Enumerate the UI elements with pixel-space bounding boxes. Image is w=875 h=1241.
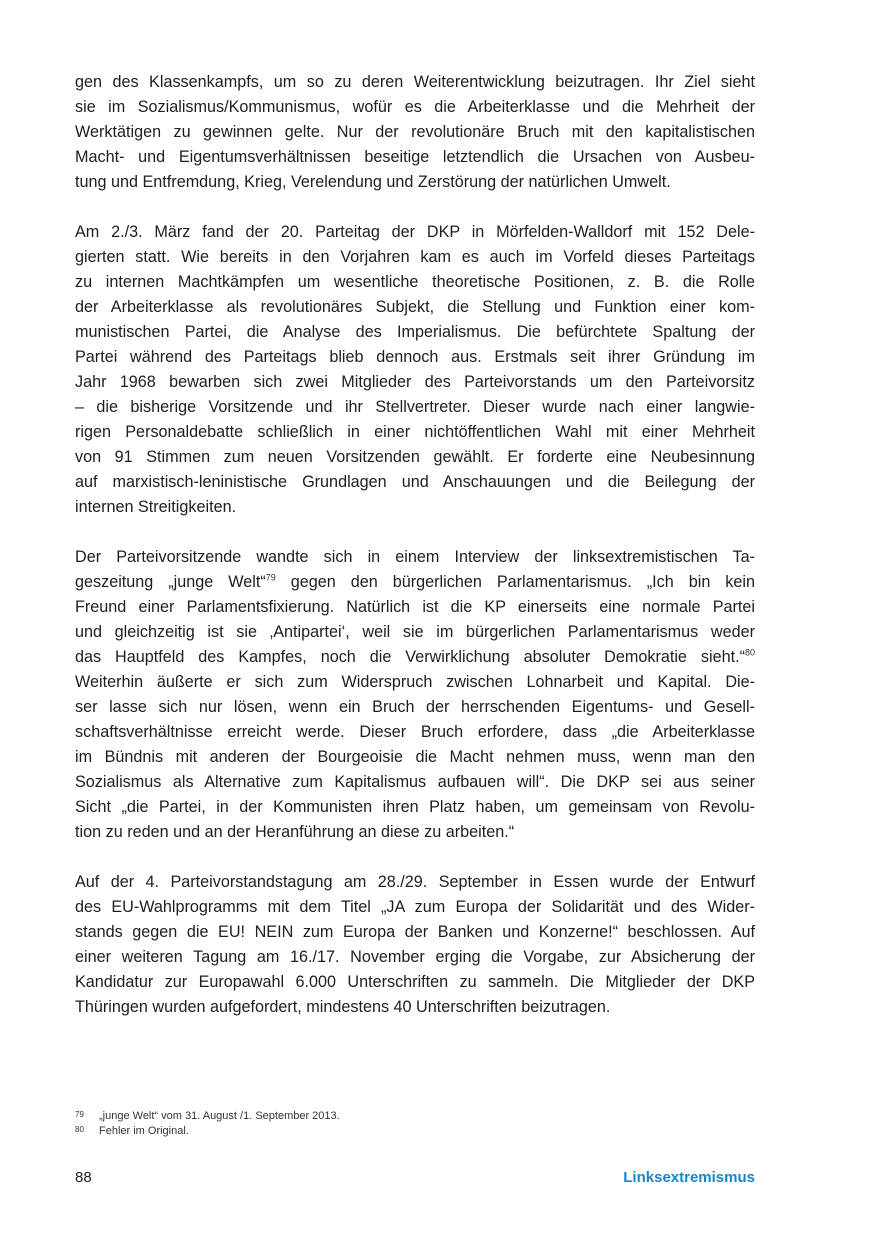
text-line bbox=[75, 820, 755, 845]
text-line bbox=[75, 170, 755, 195]
text-line bbox=[75, 720, 755, 745]
running-title: Linksextremismus bbox=[623, 1169, 755, 1186]
text-line bbox=[75, 795, 755, 820]
page-number: 88 bbox=[75, 1169, 92, 1186]
footnote-reference[interactable]: 79 bbox=[265, 572, 276, 583]
line-text: Weiterhin äußerte er sich zum Widerspruch zwischen Lohnarbeit und Kapital. Die- bbox=[75, 673, 755, 691]
line-text: der Arbeiterklasse als revolutionäres Subjekt, die Stellung und Funktion einer kom- bbox=[75, 298, 755, 316]
text-line bbox=[75, 220, 755, 245]
text-line bbox=[75, 320, 755, 345]
line-text: Kandidatur zur Europawahl 6.000 Unterschriften zu sammeln. Die Mitglieder der DKP bbox=[75, 973, 755, 991]
line-text: stands gegen die EU! NEIN zum Europa der Banken und Konzerne!“ beschlossen. Auf bbox=[75, 923, 755, 941]
footnotes bbox=[75, 1109, 575, 1139]
text-line bbox=[75, 770, 755, 795]
line-text: schaftsverhältnisse erreicht werde. Dieser Bruch erfordere, dass „die Arbeiterklasse bbox=[75, 723, 755, 741]
line-text: Sozialismus als Alternative zum Kapitalismus aufbauen will“. Die DKP sei aus seiner bbox=[75, 773, 755, 791]
line-text: Freund einer Parlamentsfixierung. Natürlich ist die KP einerseits eine normale Partei bbox=[75, 598, 755, 616]
line-text: im Bündnis mit anderen der Bourgeoisie die Macht nehmen muss, wenn man den bbox=[75, 748, 755, 766]
text-line bbox=[75, 595, 755, 620]
line-text: Werktätigen zu gewinnen gelte. Nur der revolutionäre Bruch mit den kapitalistischen bbox=[75, 123, 755, 141]
line-text: Auf der 4. Parteivorstandstagung am 28./29. September in Essen wurde der Entwurf bbox=[75, 873, 755, 891]
text-line bbox=[75, 420, 755, 445]
line-text: ser lasse sich nur lösen, wenn ein Bruch der herrschenden Eigentums- und Gesell- bbox=[75, 698, 755, 716]
text-line bbox=[75, 570, 755, 595]
footnote-number: 80 bbox=[75, 1125, 84, 1134]
text-line bbox=[75, 495, 755, 520]
text-line bbox=[75, 370, 755, 395]
text-line bbox=[75, 670, 755, 695]
paragraph-3 bbox=[75, 545, 755, 845]
line-text: Macht- und Eigentumsverhältnissen beseitige letztendlich die Ursachen von Ausbeu- bbox=[75, 148, 755, 166]
line-text: Thüringen wurden aufgefordert, mindestens 40 Unterschriften beizutragen. bbox=[75, 998, 611, 1016]
line-text: Partei während des Parteitags blieb dennoch aus. Erstmals seit ihrer Gründung im bbox=[75, 348, 755, 366]
paragraph-2 bbox=[75, 220, 755, 520]
line-text: des EU-Wahlprogramms mit dem Titel „JA zum Europa der Solidarität und des Wider- bbox=[75, 898, 755, 916]
line-text: tion zu reden und an der Heranführung an diese zu arbeiten.“ bbox=[75, 823, 515, 841]
text-line bbox=[75, 970, 755, 995]
text-line bbox=[75, 345, 755, 370]
text-line bbox=[75, 870, 755, 895]
line-text: gen des Klassenkampfs, um so zu deren Weiterentwicklung beizutragen. Ihr Ziel sieht bbox=[75, 73, 755, 91]
line-text: tung und Entfremdung, Krieg, Verelendung und Zerstörung der natürlichen Umwelt. bbox=[75, 173, 671, 191]
text-line bbox=[75, 745, 755, 770]
line-text: sie im Sozialismus/Kommunismus, wofür es die Arbeiterklasse und die Mehrheit der bbox=[75, 98, 755, 116]
line-text: Der Parteivorsitzende wandte sich in einem Interview der linksextremistischen Ta- bbox=[75, 548, 755, 566]
line-text: – die bisherige Vorsitzende und ihr Stellvertreter. Dieser wurde nach einer langwie- bbox=[75, 398, 755, 416]
paragraph-4 bbox=[75, 870, 755, 1020]
footnote-number: 79 bbox=[75, 1110, 84, 1119]
footnote bbox=[75, 1124, 575, 1139]
text-line bbox=[75, 445, 755, 470]
text-line bbox=[75, 270, 755, 295]
line-text: einer weiteren Tagung am 16./17. November erging die Vorgabe, zur Absicherung der bbox=[75, 948, 755, 966]
footnote-reference[interactable]: 80 bbox=[744, 647, 755, 658]
line-text: Jahr 1968 bewarben sich zwei Mitglieder des Parteivorstands um den Parteivorsitz bbox=[75, 373, 755, 391]
line-text: Sicht „die Partei, in der Kommunisten ihren Platz haben, um gemeinsam von Revolu- bbox=[75, 798, 755, 816]
line-text: internen Streitigkeiten. bbox=[75, 498, 237, 516]
line-text: von 91 Stimmen zum neuen Vorsitzenden gewählt. Er forderte eine Neubesinnung bbox=[75, 448, 755, 466]
line-text: geszeitung „junge Welt“ bbox=[75, 573, 266, 591]
text-line bbox=[75, 145, 755, 170]
line-text: gierten statt. Wie bereits in den Vorjahren kam es auch im Vorfeld dieses Parteitags bbox=[75, 248, 755, 266]
text-line bbox=[75, 295, 755, 320]
line-text: munistischen Partei, die Analyse des Imperialismus. Die befürchtete Spaltung der bbox=[75, 323, 755, 341]
text-line bbox=[75, 620, 755, 645]
footnote-text: Fehler im Original. bbox=[99, 1125, 189, 1137]
line-text: gegen den bürgerlichen Parlamentarismus. „Ich bin kein bbox=[275, 573, 756, 591]
footnote bbox=[75, 1109, 575, 1124]
line-text: Am 2./3. März fand der 20. Parteitag der DKP in Mörfelden-Walldorf mit 152 Dele- bbox=[75, 223, 755, 241]
line-text: das Hauptfeld des Kampfes, noch die Verwirklichung absoluter Demokratie sieht.“ bbox=[75, 648, 745, 666]
paragraph-1 bbox=[75, 70, 755, 195]
text-line bbox=[75, 945, 755, 970]
text-line bbox=[75, 545, 755, 570]
footnote-text: „junge Welt“ vom 31. August /1. September 2013. bbox=[99, 1110, 340, 1122]
text-line bbox=[75, 995, 755, 1020]
text-line bbox=[75, 920, 755, 945]
text-line bbox=[75, 70, 755, 95]
text-line bbox=[75, 95, 755, 120]
text-line bbox=[75, 895, 755, 920]
text-line bbox=[75, 695, 755, 720]
line-text: rigen Personaldebatte schließlich in einer nichtöffentlichen Wahl mit einer Mehrheit bbox=[75, 423, 755, 441]
text-line bbox=[75, 395, 755, 420]
text-line bbox=[75, 645, 755, 670]
text-line bbox=[75, 120, 755, 145]
line-text: auf marxistisch-leninistische Grundlagen und Anschauungen und die Beilegung der bbox=[75, 473, 755, 491]
text-line bbox=[75, 470, 755, 495]
text-line bbox=[75, 245, 755, 270]
line-text: und gleichzeitig ist sie ‚Antipartei‘, weil sie im bürgerlichen Parlamentarismus weder bbox=[75, 623, 755, 641]
line-text: zu internen Machtkämpfen um wesentliche theoretische Positionen, z. B. die Rolle bbox=[75, 273, 755, 291]
